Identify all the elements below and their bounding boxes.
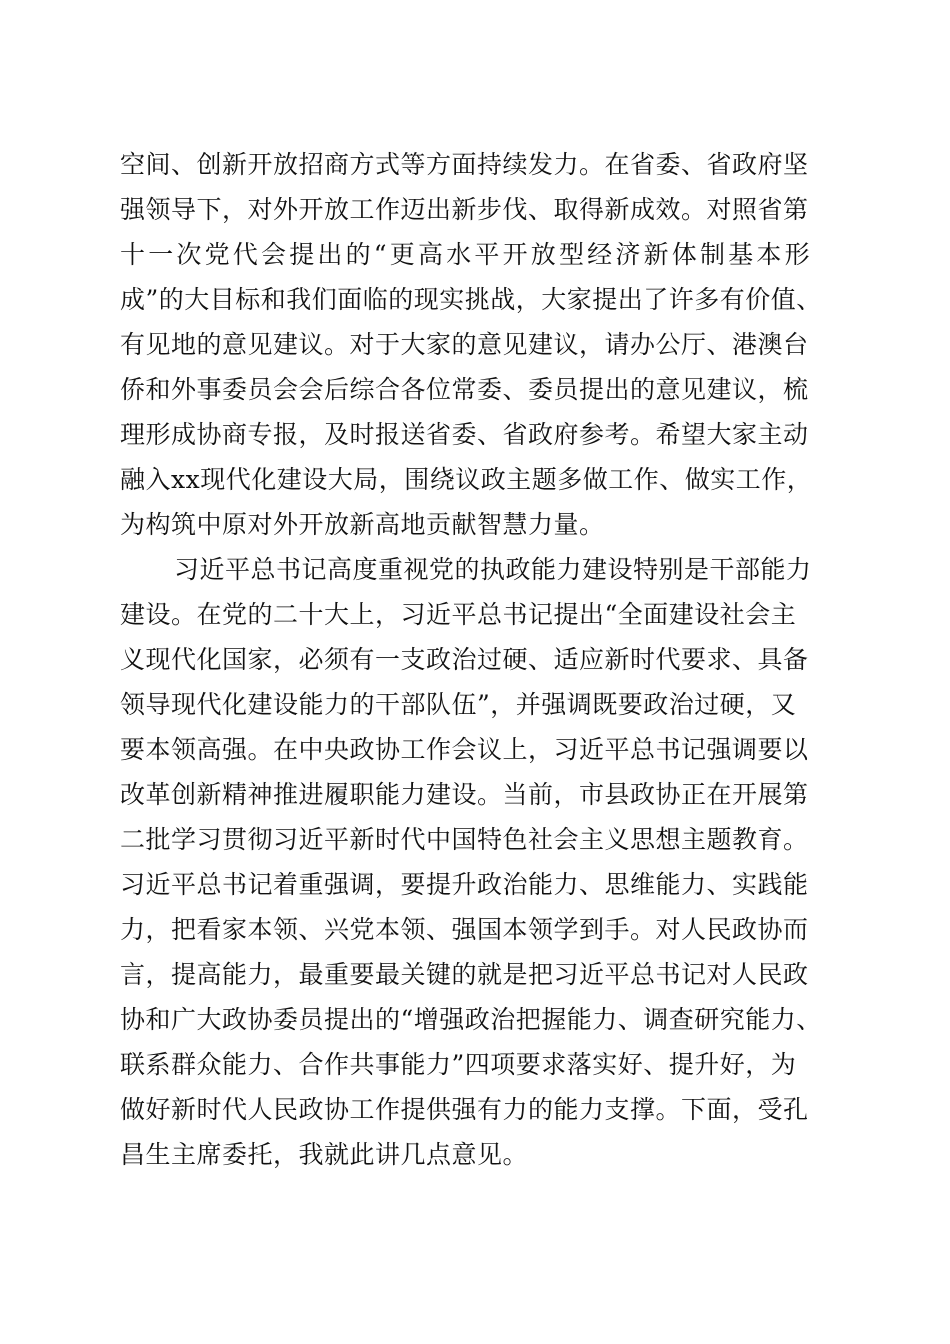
text-line: 做好新时代人民政协工作提供强有力的能力支撑。下面，受孔 [120,1095,809,1124]
text-line: 习近平总书记高度重视党的执政能力建设特别是干部能力 [174,555,812,584]
text-line: 习近平总书记着重强调，要提升政治能力、思维能力、实践能 [120,870,809,899]
text-line: 侨和外事委员会会后综合各位常委、委员提出的意见建议，梳 [120,375,809,404]
text-line: 联系群众能力、合作共事能力”四项要求落实好、提升好，为 [120,1050,797,1079]
text-line: 成”的大目标和我们面临的现实挑战，大家提出了许多有价值、 [120,285,822,314]
text-line: 为构筑中原对外开放新高地贡献智慧力量。 [120,510,605,539]
text-line: 昌生主席委托，我就此讲几点意见。 [120,1140,529,1169]
text-line: 二批学习贯彻习近平新时代中国特色社会主义思想主题教育。 [120,825,809,854]
text-line: 领导现代化建设能力的干部队伍”，并强调既要政治过硬，又 [120,690,797,719]
text-line: 要本领高强。在中央政协工作会议上，习近平总书记强调要以 [120,735,809,764]
text-line: 改革创新精神推进履职能力建设。当前，市县政协正在开展第 [120,780,809,809]
text-line: 力，把看家本领、兴党本领、强国本领学到手。对人民政协而 [120,915,809,944]
text-line: 有见地的意见建议。对于大家的意见建议，请办公厅、港澳台 [120,330,809,359]
text-line: 言，提高能力，最重要最关键的就是把习近平总书记对人民政 [120,960,809,989]
text-line: 理形成协商专报，及时报送省委、省政府参考。希望大家主动 [120,420,809,449]
paragraph-2 [120,547,850,1177]
text-line: 建设。在党的二十大上，习近平总书记提出“全面建设社会主 [120,600,797,629]
text-line: 协和广大政协委员提出的“增强政治把握能力、调查研究能力、 [120,1005,822,1034]
text-line: 十一次党代会提出的“更高水平开放型经济新体制基本形 [120,240,813,269]
text-line: 强领导下，对外开放工作迈出新步伐、取得新成效。对照省第 [120,195,809,224]
text-line: 空间、创新开放招商方式等方面持续发力。在省委、省政府坚 [120,150,809,179]
text-line: 融入xx现代化建设大局，围绕议政主题多做工作、做实工作， [120,465,813,494]
paragraph-1 [120,142,850,547]
text-line: 义现代化国家，必须有一支政治过硬、适应新时代要求、具备 [120,645,809,674]
body-text [120,142,850,1177]
